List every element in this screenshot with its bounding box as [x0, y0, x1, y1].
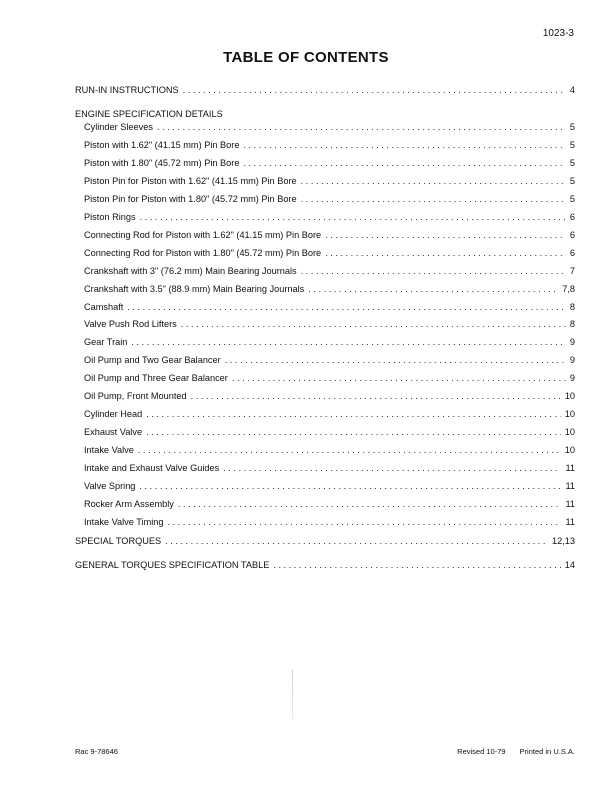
toc-entry-page: 10: [564, 427, 575, 438]
toc-entry: [84, 336, 575, 348]
toc-entry-page: 10: [564, 409, 575, 420]
dot-leader: [223, 462, 561, 474]
toc-entry-label: Exhaust Valve: [84, 426, 146, 438]
toc-entry: [84, 480, 575, 492]
toc-entry-label: Connecting Rod for Piston with 1.80" (45.72 mm) Pin Bore: [84, 247, 325, 259]
toc-entry: [84, 211, 575, 223]
dot-leader: [138, 444, 561, 456]
dot-leader: [232, 372, 566, 384]
toc-entry-label: GENERAL TORQUES SPECIFICATION TABLE: [75, 559, 273, 571]
toc-entry-label: Piston with 1.80" (45.72 mm) Pin Bore: [84, 157, 243, 169]
toc-entry-page: 7: [569, 265, 575, 276]
toc-entry: [84, 408, 575, 420]
toc-entry-label: Piston Pin for Piston with 1.80" (45.72 mm) Pin Bore: [84, 193, 301, 205]
scan-mark: [292, 670, 293, 720]
dot-leader: [308, 283, 558, 295]
toc-entry: [84, 372, 575, 384]
dot-leader: [157, 121, 566, 133]
dot-leader: [146, 426, 561, 438]
dot-leader: [301, 193, 566, 205]
toc-entry: [84, 462, 575, 474]
toc-entry-page: 9: [569, 373, 575, 384]
toc-entry-label: Valve Spring: [84, 480, 139, 492]
toc-entry-page: 6: [569, 247, 575, 258]
toc-entry-page: 5: [569, 193, 575, 204]
dot-leader: [178, 498, 562, 510]
toc-entry-label: Camshaft: [84, 301, 127, 313]
dot-leader: [165, 535, 548, 547]
toc-entry-label: Connecting Rod for Piston with 1.62" (41.15 mm) Pin Bore: [84, 229, 325, 241]
toc-entry-page: 5: [569, 139, 575, 150]
revised-date: Revised 10-79: [457, 747, 506, 756]
dot-leader: [131, 336, 565, 348]
toc-entry-page: 11: [565, 463, 575, 474]
toc-entry-special-torques: [75, 535, 575, 547]
toc-entry-page: 14: [564, 560, 575, 570]
toc-entry: [84, 229, 575, 241]
toc-entry: [84, 283, 575, 295]
toc-entry-page: 6: [569, 229, 575, 240]
toc-entry-label: Oil Pump, Front Mounted: [84, 390, 191, 402]
toc-entry-label: Oil Pump and Three Gear Balancer: [84, 372, 232, 384]
toc-entry: [84, 354, 575, 366]
dot-leader: [301, 175, 566, 187]
dot-leader: [127, 301, 566, 313]
toc-entry-label: RUN-IN INSTRUCTIONS: [75, 84, 183, 96]
toc-entry-label: Cylinder Head: [84, 408, 146, 420]
dot-leader: [301, 265, 566, 277]
toc-entry: [84, 301, 575, 313]
toc-entry: [84, 193, 575, 205]
toc-entry-page: 9: [569, 355, 575, 366]
dot-leader: [183, 84, 566, 96]
toc-entry: [84, 247, 575, 259]
toc-entry-page: 8: [569, 319, 575, 330]
toc-entry: [84, 516, 575, 528]
toc-entry: [84, 318, 575, 330]
toc-entry: [84, 444, 575, 456]
section-heading-engine: ENGINE SPECIFICATION DETAILS: [75, 109, 223, 119]
dot-leader: [140, 211, 566, 223]
toc-entry: [84, 139, 575, 151]
toc-entry: [84, 265, 575, 277]
footer-info: [457, 747, 575, 756]
dot-leader: [273, 559, 560, 571]
dot-leader: [181, 318, 566, 330]
toc-entry: [84, 175, 575, 187]
dot-leader: [139, 480, 561, 492]
toc-entry-label: Crankshaft with 3.5" (88.9 mm) Main Bearing Journals: [84, 283, 308, 295]
toc-entry-label: Gear Train: [84, 336, 131, 348]
toc-entry-page: 9: [569, 337, 575, 348]
toc-entry-label: Oil Pump and Two Gear Balancer: [84, 354, 225, 366]
toc-entry: [84, 498, 575, 510]
toc-entry-page: 7,8: [562, 283, 575, 294]
toc-entry-page: 11: [565, 498, 575, 509]
dot-leader: [146, 408, 561, 420]
toc-entry-page: 8: [569, 301, 575, 312]
printed-location: Printed in U.S.A.: [519, 747, 575, 756]
toc-entry-page: 6: [569, 211, 575, 222]
toc-entry-label: Valve Push Rod Lifters: [84, 318, 181, 330]
form-number: Rac 9-78646: [75, 747, 118, 756]
dot-leader: [325, 229, 566, 241]
toc-entry-general-torques: [75, 559, 575, 571]
toc-entry: [84, 121, 575, 133]
toc-entry-label: Intake and Exhaust Valve Guides: [84, 462, 223, 474]
dot-leader: [243, 157, 565, 169]
toc-entry-label: SPECIAL TORQUES: [75, 535, 165, 547]
dot-leader: [191, 390, 561, 402]
toc-entry-label: Rocker Arm Assembly: [84, 498, 178, 510]
toc-entry-page: 10: [564, 445, 575, 456]
toc-entry-label: Crankshaft with 3" (76.2 mm) Main Bearing Journals: [84, 265, 301, 277]
dot-leader: [325, 247, 566, 259]
toc-entry-run-in: [75, 84, 575, 96]
dot-leader: [225, 354, 566, 366]
dot-leader: [168, 516, 562, 528]
toc-entry-label: Piston Pin for Piston with 1.62" (41.15 mm) Pin Bore: [84, 175, 301, 187]
toc-entry-page: 11: [565, 516, 575, 527]
toc-entry-label: Intake Valve Timing: [84, 516, 168, 528]
toc-entry-page: 5: [569, 157, 575, 168]
toc-entry: [84, 390, 575, 402]
toc-entry-page: 4: [569, 85, 575, 95]
page-number: 1023-3: [542, 28, 574, 39]
toc-entry: [84, 157, 575, 169]
dot-leader: [243, 139, 565, 151]
toc-entry-label: Cylinder Sleeves: [84, 121, 157, 133]
toc-entry: [84, 426, 575, 438]
page-title: TABLE OF CONTENTS: [223, 49, 389, 66]
toc-entry-label: Intake Valve: [84, 444, 138, 456]
toc-entry-page: 11: [565, 481, 575, 491]
toc-entry-page: 10: [564, 391, 575, 402]
toc-entry-label: Piston Rings: [84, 211, 140, 223]
toc-entry-page: 5: [569, 175, 575, 186]
toc-entry-label: Piston with 1.62" (41.15 mm) Pin Bore: [84, 139, 243, 151]
toc-entry-page: 5: [569, 122, 575, 132]
toc-entry-page: 12,13: [552, 536, 575, 546]
